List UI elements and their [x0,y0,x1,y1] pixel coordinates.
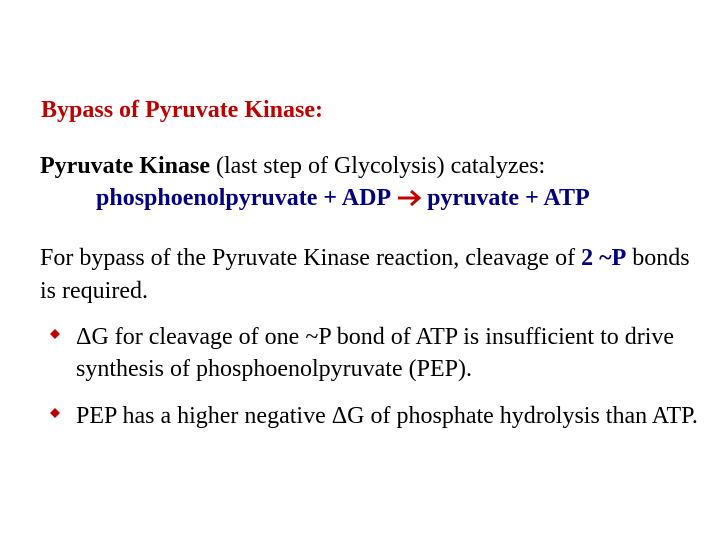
diamond-bullet-icon [50,329,60,339]
bullet-2-text [50,400,700,432]
reaction-equation [40,182,590,214]
bullet-2-body-b: G of phosphate hydrolysis than ATP. [347,403,698,429]
reaction-products: pyruvate + ATP [427,185,590,211]
title-text: Bypass of Pyruvate Kinase: [41,97,323,123]
delta-symbol: Δ [76,324,92,350]
reaction-reactants: phosphoenolpyruvate + ADP [96,185,392,211]
bullet-item-2 [50,400,700,432]
right-arrow-icon [397,189,423,207]
paragraph-catalysis [40,150,590,214]
bond-symbol: ~P [599,245,627,271]
bullet-1-text [50,321,700,385]
paragraph-bypass [40,242,700,308]
bypass-text: For bypass of the Pyruvate Kinase reaction, cleavage of [40,245,582,271]
slide-title [41,97,323,124]
bond-count: 2 [581,245,594,271]
bullet-2-body-a: PEP has a higher negative [76,403,332,429]
bullet-item-1 [50,321,700,385]
catalysis-text: (last step of Glycolysis) catalyzes: [209,153,546,179]
diamond-bullet-icon [50,408,60,418]
enzyme-name: Pyruvate Kinase [40,153,210,179]
bypass-tail: bonds is required. [40,245,690,304]
bullet-1-body: G for cleavage of one ~P bond of ATP is insufficient to drive synthesis of phosphoenolpyruvate (PEP). [76,324,675,382]
delta-symbol: Δ [331,403,348,429]
